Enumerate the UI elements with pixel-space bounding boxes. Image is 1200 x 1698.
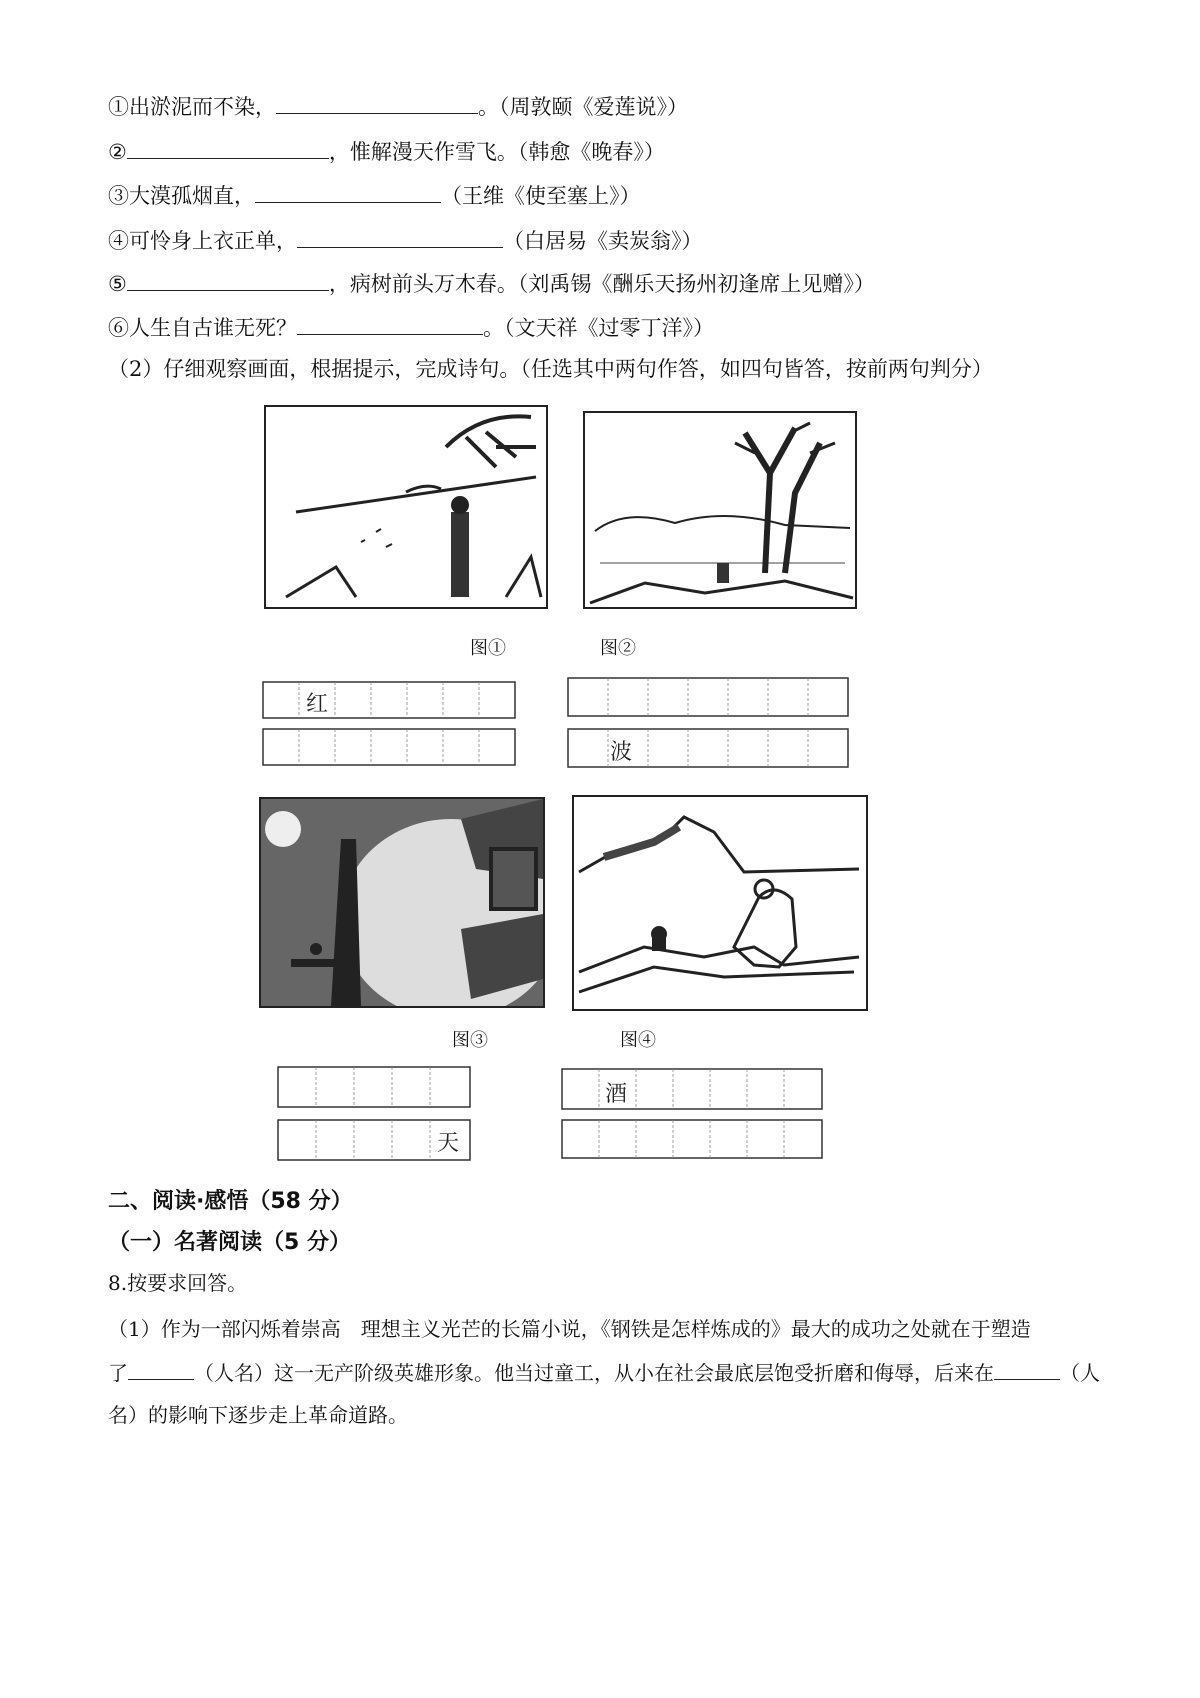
part2-instruction: （2）仔细观察画面，根据提示，完成诗句。（任选其中两句作答，如四句皆答，按前两句判分） (108, 357, 993, 381)
figure-1-illustration (264, 405, 548, 609)
question-8-title: 8.按要求回答。 (108, 1271, 248, 1295)
question-8-text-line-1: （1）作为一部闪烁着崇高 理想主义光芒的长篇小说，《钢铁是怎样炼成的》最大的成功之处就在于塑造 (108, 1317, 1031, 1341)
figure-1-caption: 图① (470, 638, 506, 659)
fill-in-item-6: ⑥人生自古谁无死？ 。（文天祥《过零丁洋》） (108, 312, 714, 343)
figure-4-illustration (572, 795, 868, 1011)
fill-in-item-4: ④可怜身上衣正单， （白居易《卖炭翁》） (108, 225, 703, 256)
question-8-text-line-2: 了 （人名）这一无产阶级英雄形象。他当过童工，从小在社会最底层饱受折磨和侮辱，后来在 （人 (108, 1357, 1100, 1388)
fill-in-item-5: ⑤ ，病树前头万木春。（刘禹锡《酬乐天扬州初逢席上见赠》） (108, 268, 875, 299)
hint-char-3: 天 (437, 1131, 460, 1156)
fill-in-item-2: ② ，惟解漫天作雪飞。（韩愈《晚春》） (108, 136, 665, 167)
hint-char-2: 波 (610, 740, 633, 765)
figure-2-illustration (583, 411, 857, 609)
answer-blank[interactable] (128, 1357, 194, 1380)
answer-blank[interactable] (255, 180, 441, 203)
figure-4-caption: 图④ (620, 1030, 656, 1051)
figure-3-illustration (259, 797, 545, 1008)
question-8-text-line-3: 名）的影响下逐步走上革命道路。 (108, 1403, 408, 1427)
answer-blank[interactable] (127, 268, 329, 291)
writing-grid-figure-4[interactable] (561, 1068, 823, 1160)
figure-3-caption: 图③ (452, 1030, 488, 1051)
answer-blank[interactable] (276, 91, 478, 114)
figure-2-caption: 图② (600, 638, 636, 659)
fill-in-item-1: ①出淤泥而不染， 。（周敦颐《爱莲说》） (108, 91, 688, 122)
writing-grid-figure-1[interactable] (262, 681, 516, 767)
answer-blank[interactable] (994, 1357, 1060, 1380)
fill-in-item-3: ③大漠孤烟直， （王维《使至塞上》） (108, 180, 641, 211)
answer-blank[interactable] (297, 225, 503, 248)
hint-char-1: 红 (306, 692, 329, 717)
section-2-title: 二、阅读·感悟（58 分） (108, 1189, 353, 1214)
subsection-1-title: （一）名著阅读（5 分） (108, 1230, 351, 1255)
answer-blank[interactable] (297, 312, 483, 335)
answer-blank[interactable] (127, 136, 329, 159)
hint-char-4: 酒 (605, 1082, 628, 1107)
